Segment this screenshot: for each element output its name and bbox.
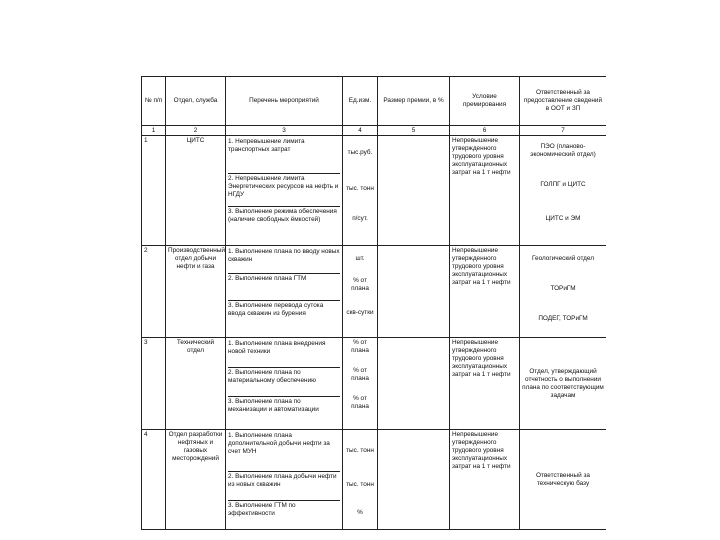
row-number: 1: [142, 136, 166, 246]
department: ЦИТС: [166, 136, 226, 246]
measures-cell: [226, 246, 343, 338]
responsible-value: ЦИТС и ЭМ: [545, 215, 581, 222]
column-number: 4: [343, 126, 378, 136]
measures-cell: [226, 136, 343, 246]
units-cell: [343, 430, 378, 530]
responsible-value: ТОРиГМ: [550, 285, 576, 292]
department: Производственный отдел добычи нефти и газа: [166, 246, 226, 338]
unit-value: тыс. тонн: [346, 481, 374, 488]
table-row: [142, 136, 607, 246]
measure-item: 1. Непревышение лимита транспортных затрат: [228, 137, 340, 174]
column-number: 2: [166, 126, 226, 136]
unit-value: скв-сутки: [346, 309, 374, 316]
measure-item: 2. Непревышение лимита Энергетических ресурсов на нефть и НГДУ: [228, 174, 340, 207]
header-cell: Ответственный за предоставление сведений в ООТ и ЗП: [520, 77, 607, 126]
measure-item: 2. Выполнение плана по материальному обеспечению: [228, 368, 340, 397]
measure-item: 1. Выполнение плана по вводу новых скважин: [228, 247, 340, 274]
responsible-value: ПОДЕГ, ТОРиГМ: [538, 315, 588, 322]
responsible-value: ПЭО (планово-экономический отдел): [530, 143, 596, 158]
header-row: [142, 77, 607, 126]
header-cell: Отдел, служба: [166, 77, 226, 126]
unit-value: % от плана: [351, 367, 369, 382]
condition: Непревышение утвержденного трудового уровня эксплуатационных затрат на 1 т нефти: [450, 136, 520, 246]
responsible-value: ГОЛПГ и ЦИТС: [540, 181, 586, 188]
measure-item: 2. Выполнение плана добычи нефти из новых скважин: [228, 472, 340, 501]
measure-item: 2. Выполнение плана ГТМ: [228, 274, 340, 301]
measure-item: 1. Выполнение плана дополнительной добычи нефти за счет МУН: [228, 431, 340, 472]
unit-value: п/сут.: [352, 215, 368, 222]
unit-value: тыс.руб.: [347, 149, 373, 156]
bonus-size: [378, 246, 450, 338]
bonus-table: [141, 76, 606, 530]
column-number: 5: [378, 126, 450, 136]
unit-value: % от плана: [351, 277, 369, 292]
header-cell: Условие премирования: [450, 77, 520, 126]
unit-value: % от плана: [351, 339, 369, 354]
column-number-row: [142, 126, 607, 136]
responsible-value: Геологический отдел: [532, 255, 594, 262]
units-cell: [343, 338, 378, 430]
header-cell: Размер премии, в %: [378, 77, 450, 126]
bonus-size: [378, 430, 450, 530]
unit-value: тыс. тонн: [346, 447, 374, 454]
measure-item: 3. Выполнение ГТМ по эффективности: [228, 502, 296, 517]
table-row: [142, 338, 607, 430]
header-cell: Ед.изм.: [343, 77, 378, 126]
responsible-cell: [520, 246, 607, 338]
header-cell: № п/п: [142, 77, 166, 126]
condition: Непревышение утвержденного трудового уровня эксплуатационных затрат на 1 т нефти: [450, 338, 520, 430]
row-number: 3: [142, 338, 166, 430]
responsible: Отдел, утверждающий отчетность о выполнении плана по соответствующим задачам: [520, 338, 607, 430]
row-number: 2: [142, 246, 166, 338]
bonus-size: [378, 338, 450, 430]
table-row: [142, 430, 607, 530]
header-cell: Перечень мероприятий: [226, 77, 343, 126]
responsible: Ответственный за техническую базу: [520, 430, 607, 530]
document-sheet: [141, 76, 606, 540]
department: Отдел разработки нефтяных и газовых месторождений: [166, 430, 226, 530]
measure-item: 3. Выполнение плана по механизации и автоматизации: [228, 398, 319, 413]
unit-value: %: [357, 509, 363, 516]
column-number: 3: [226, 126, 343, 136]
unit-value: тыс. тонн: [346, 185, 374, 192]
table-row: [142, 246, 607, 338]
department: Технический отдел: [166, 338, 226, 430]
column-number: 6: [450, 126, 520, 136]
measure-item: 3. Выполнение режима обеспечения (наличие свободных ёмкостей): [228, 208, 337, 223]
condition: Непревышение утвержденного трудового уровня эксплуатационных затрат на 1 т нефти: [450, 246, 520, 338]
row-number: 4: [142, 430, 166, 530]
column-number: 1: [142, 126, 166, 136]
unit-value: шт.: [355, 255, 365, 262]
measure-item: 3. Выполнение перевода сутока ввода скважин из бурения: [228, 302, 324, 317]
measures-cell: [226, 430, 343, 530]
measure-item: 1. Выполнение плана внедрения новой техники: [228, 339, 340, 368]
condition: Непревышение утвержденного трудового уровня эксплуатационных затрат на 1 т нефти: [450, 430, 520, 530]
units-cell: [343, 136, 378, 246]
measures-cell: [226, 338, 343, 430]
unit-value: % от плана: [351, 395, 369, 410]
bonus-size: [378, 136, 450, 246]
responsible-cell: [520, 136, 607, 246]
column-number: 7: [520, 126, 607, 136]
units-cell: [343, 246, 378, 338]
